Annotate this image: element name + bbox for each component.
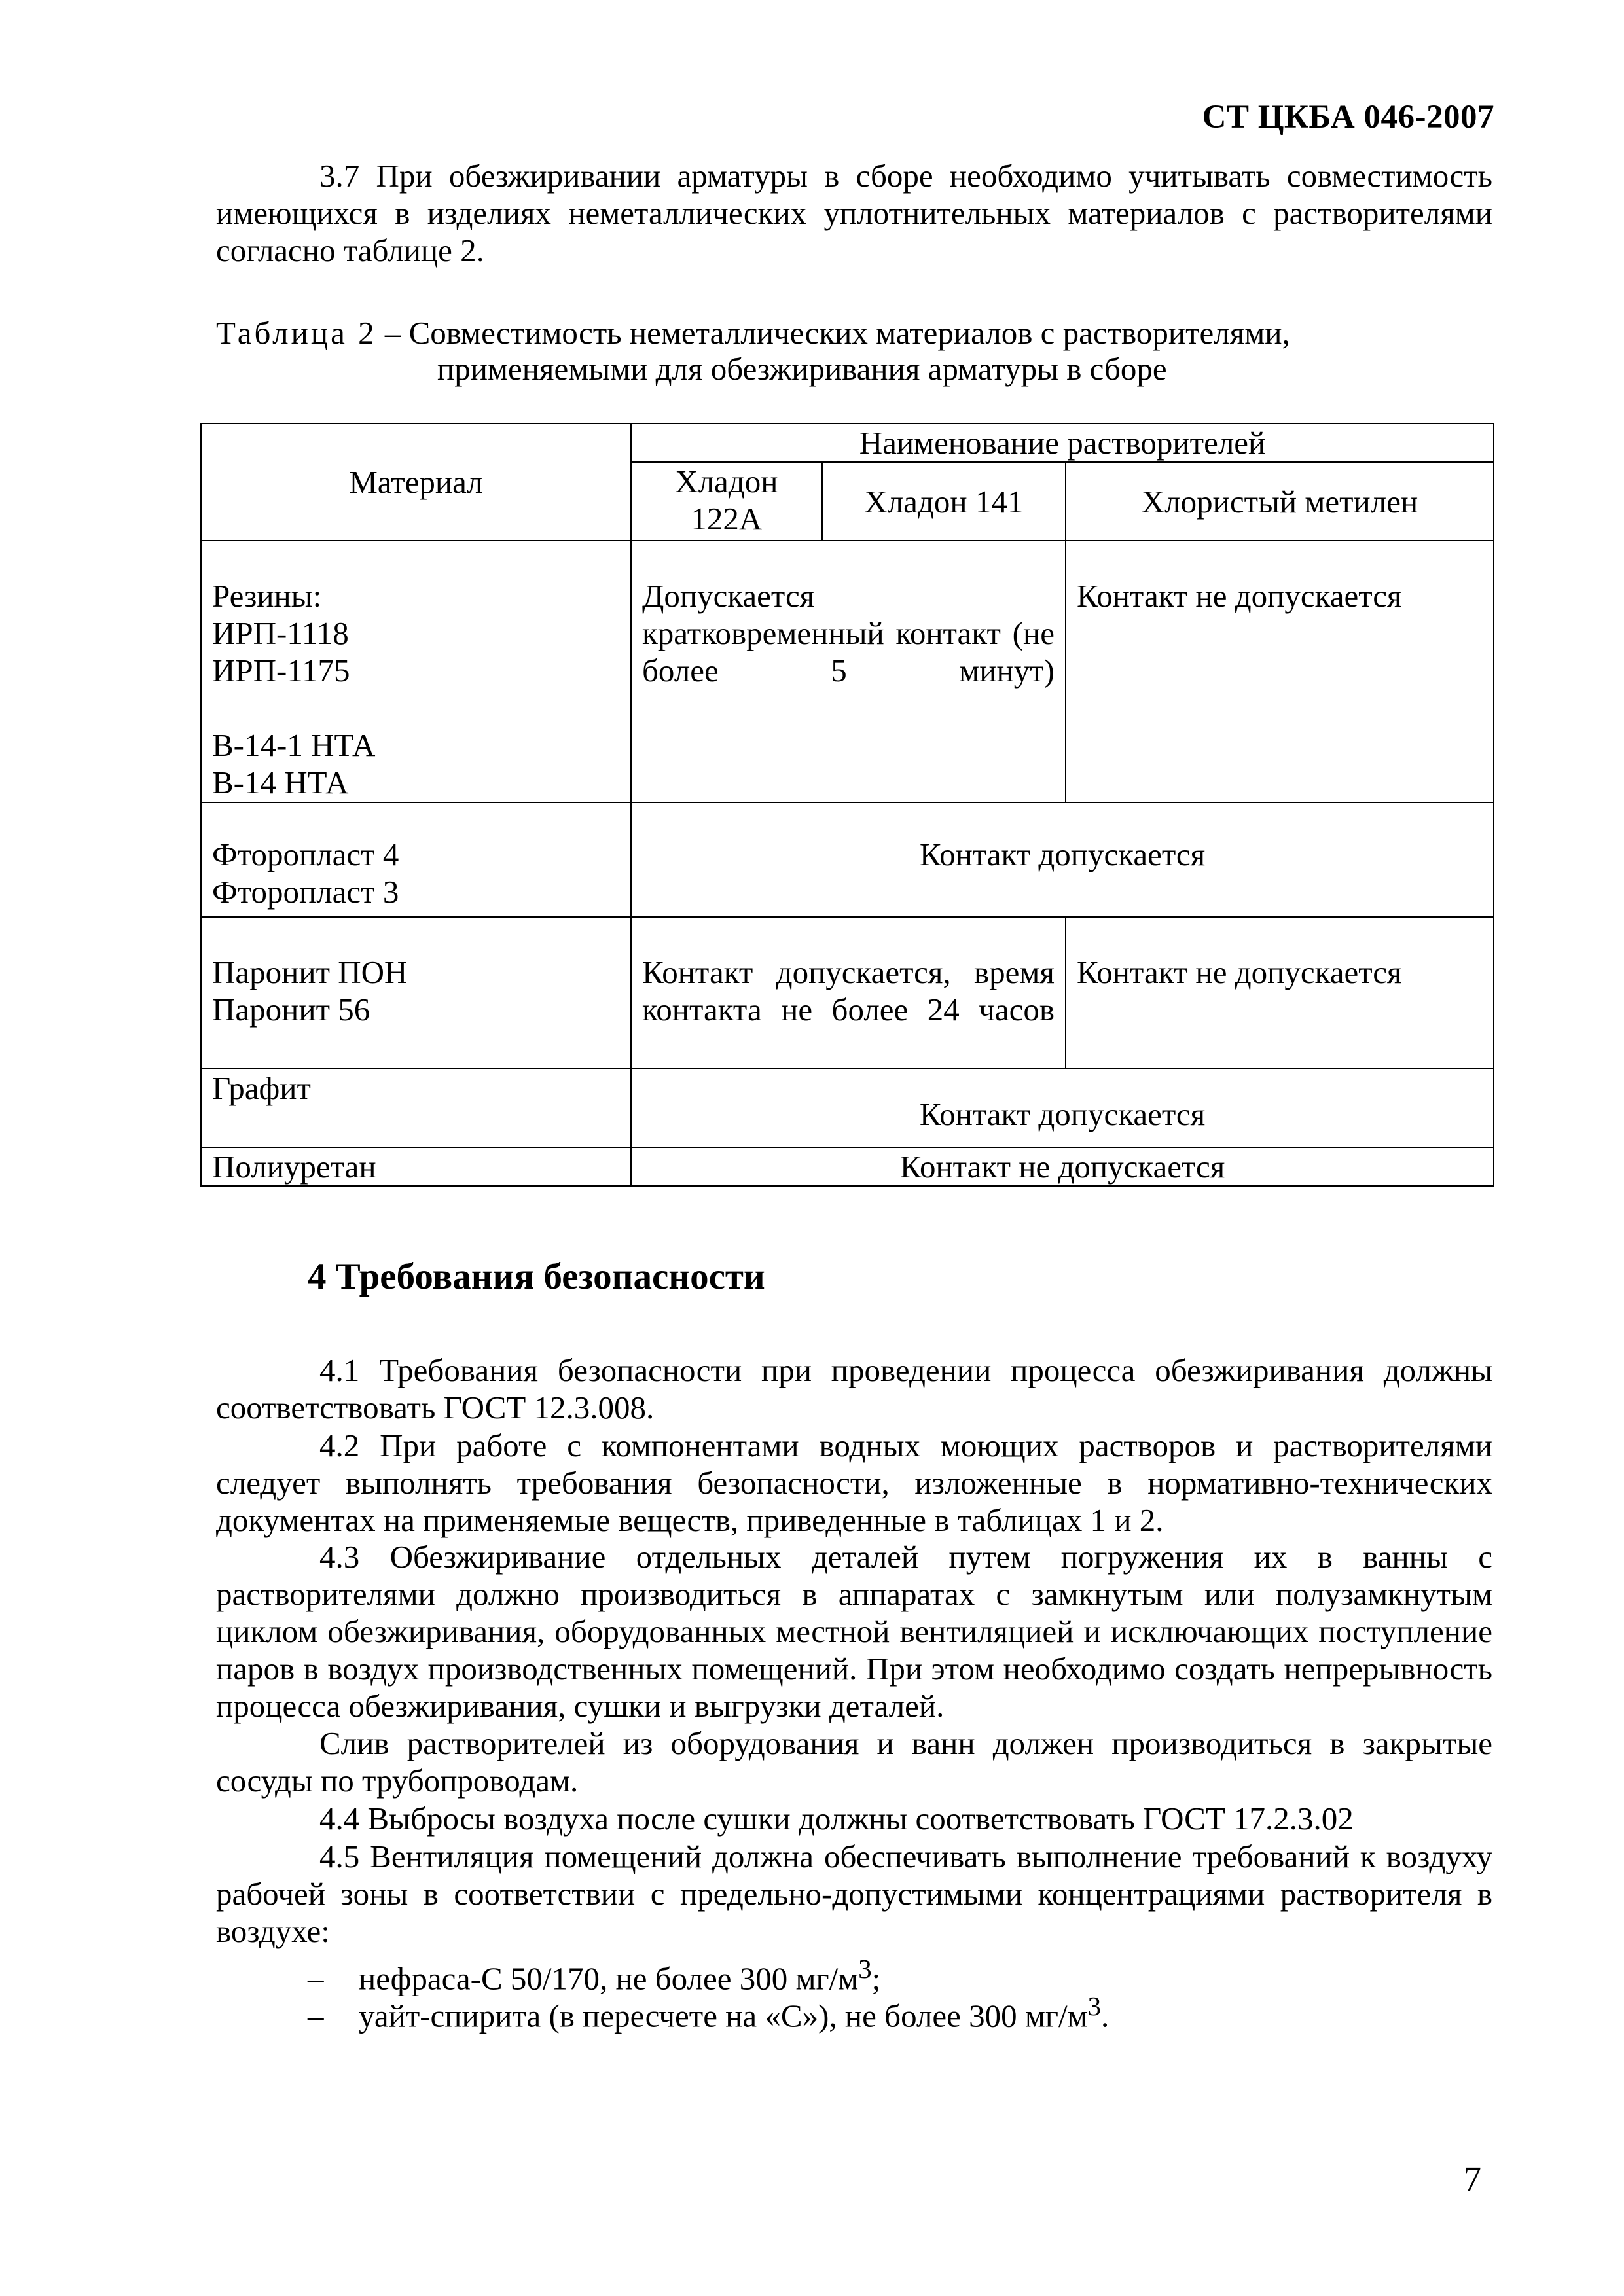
list-item-end: . [1101,1998,1110,2034]
material-line: ИРП-1118 [212,615,349,651]
material-line: В-14-1 НТА [212,727,376,763]
material-line: Фторопласт 4 [212,836,399,872]
material-line: Паронит 56 [212,992,370,1028]
paragraph-4-5: 4.5 Вентиляция помещений должна обеспечивать выполнение требований к воздуху рабочей зоны в соответствии с предельно-допустимыми концентрациями растворителя в воздухе: [216,1839,1492,1949]
page-number: 7 [1463,2159,1481,2199]
list-item-sup: 3 [1087,1992,1102,2021]
list-dash: – [308,1998,324,2034]
compatibility-table [200,423,1494,1187]
paragraph-3-7: 3.7 При обезжиривании арматуры в сборе необходимо учитывать совместимость имеющихся в изделиях неметаллических уплотнительных материалов с растворителями согласно таблице 2. [216,158,1492,268]
table-caption-label: Таблица 2 [216,315,377,351]
material-line: Резины: [212,578,322,614]
row-cell-solvents-a [631,541,1066,802]
paragraph-4-3-drain: Слив растворителей из оборудования и ванн должен производиться в закрытые сосуды по трубопроводам. [216,1725,1492,1799]
material-line: ИРП-1175 [212,653,350,689]
row-materials [201,1069,631,1147]
material-line: Паронит ПОН [212,954,408,990]
paragraph-4-1: 4.1 Требования безопасности при проведении процесса обезжиривания должны соответствовать ГОСТ 12.3.008. [216,1352,1492,1426]
header-solvent-3: Хлористый метилен [1066,462,1494,541]
row-cell-solvent-b: Контакт не допускается [1066,917,1494,1069]
table-caption-line2: применяемыми для обезжиривания арматуры в сборе [437,351,1167,387]
header-solvent-1: Хладон 122А [631,462,822,541]
list-item-sup: 3 [858,1954,872,1984]
paragraph-4-4: 4.4 Выбросы воздуха после сушки должны соответствовать ГОСТ 17.2.3.02 [319,1801,1354,1837]
row-cell-solvent-b: Контакт не допускается [1066,541,1494,802]
document-code: СТ ЦКБА 046-2007 [1202,99,1494,135]
row-materials [201,541,631,802]
material-line: Фторопласт 3 [212,874,399,910]
table-row [201,1069,1494,1147]
list-item-text: уайт-спирита (в пересчете на «С»), не более 300 мг/м [359,1998,1088,2034]
material-spacer [212,689,620,726]
header-solvents-group: Наименование растворителей [631,423,1494,462]
table-caption [216,314,1492,351]
table-row [201,917,1494,1069]
cell-text: Контакт допускается, время контакта не более 24 часов [641,954,1055,1028]
header-material: Материал [201,423,631,541]
table-caption-dash: – [384,315,401,351]
cell-text: Допускается кратковременный контакт (не более 5 минут) [641,578,1055,689]
section-4-title: 4 Требования безопасности [308,1256,765,1297]
table-row [201,802,1494,917]
table-row [201,1147,1494,1186]
list-item-text: нефраса-С 50/170, не более 300 мг/м [359,1960,859,1997]
row-cell-solvents-a [631,917,1066,1069]
row-materials [201,917,631,1069]
row-merged-cell: Контакт допускается [631,1069,1494,1147]
row-merged-cell: Контакт допускается [631,802,1494,917]
header-solvent-2: Хладон 141 [822,462,1066,541]
material-line: Полиуретан [212,1149,376,1185]
table-caption-line1: Совместимость неметаллических материалов с растворителями, [408,315,1290,351]
list-item [308,1988,1109,2034]
list-item-end: ; [871,1960,881,1997]
paragraph-4-3: 4.3 Обезжиривание отдельных деталей путем погружения их в ванны с растворителями должно производиться в аппаратах с замкнутым или полузамкнутым циклом обезжиривания, оборудованных местной вентиляцией и исключающих поступление паров в воздух производственных помещений. При этом необходимо создать непрерывность процесса обезжиривания, сушки и выгрузки деталей. [216,1539,1492,1724]
row-materials [201,802,631,917]
table-row [201,541,1494,802]
list-dash: – [308,1960,324,1997]
row-merged-cell: Контакт не допускается [631,1147,1494,1186]
row-materials [201,1147,631,1186]
material-line: Графит [212,1070,311,1106]
paragraph-4-2: 4.2 При работе с компонентами водных моющих растворов и растворителями следует выполнять требования безопасности, изложенные в нормативно-технических документах на применяемые веществ, приведенные в таблицах 1 и 2. [216,1427,1492,1538]
material-line: В-14 НТА [212,764,349,800]
